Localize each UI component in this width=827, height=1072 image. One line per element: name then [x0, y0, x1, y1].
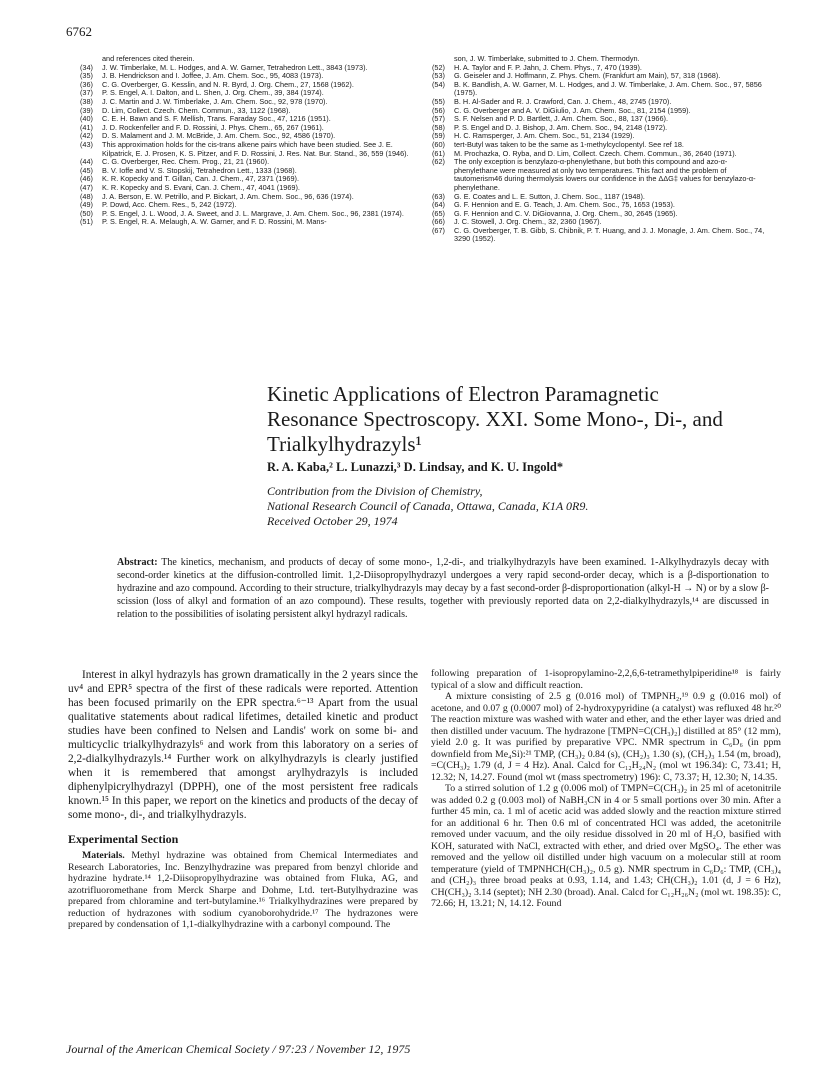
reference-number: (63): [432, 191, 445, 201]
reference-text: P. S. Engel, R. A. Melaugh, A. W. Garner, and F. D. Rossini, M. Mans-: [102, 217, 327, 227]
section-heading-experimental: Experimental Section: [68, 832, 179, 846]
materials-label: Materials.: [82, 850, 125, 861]
reference-entry: [432, 227, 770, 244]
reference-text: B. K. Bandlish, A. W. Garner, M. L. Hodges, and J. W. Timberlake, J. Am. Chem. Soc., 97, 5856 (1975).: [454, 79, 762, 98]
reference-text: P. S. Engel, A. I. Dalton, and L. Shen, J. Org. Chem., 39, 384 (1974).: [102, 88, 324, 98]
reference-number: (49): [80, 200, 93, 210]
reference-number: (52): [432, 62, 445, 72]
reference-text: G. E. Coates and L. E. Sutton, J. Chem. Soc., 1187 (1948).: [454, 191, 645, 201]
reference-entry: [80, 218, 410, 227]
reference-number: (58): [432, 122, 445, 132]
reference-number: (47): [80, 182, 93, 192]
reference-text: H. C. Ramsperger, J. Am. Chem. Soc., 51, 2134 (1929).: [454, 131, 635, 141]
references-right-column: [432, 55, 770, 244]
reference-number: (43): [80, 139, 93, 149]
reference-number: (36): [80, 79, 93, 89]
received-date: Received October 29, 1974: [267, 514, 398, 528]
reference-number: (44): [80, 157, 93, 167]
reference-text: J. C. Stowell, J. Org. Chem., 32, 2360 (1967).: [454, 217, 602, 227]
right-paragraph-1: following preparation of 1-isopropylamino-2,2,6,6-tetramethylpiperidine¹⁸ is fairly typical of a slow and difficult reaction.: [431, 668, 781, 691]
affiliation-line-2: National Research Council of Canada, Ottawa, Canada, K1A 0R9.: [267, 499, 589, 513]
reference-text: J. A. Berson, E. W. Petrillo, and P. Bickart, J. Am. Chem. Soc., 96, 636 (1974).: [102, 191, 354, 201]
reference-text: J. C. Martin and J. W. Timberlake, J. Am. Chem. Soc., 92, 978 (1970).: [102, 96, 328, 106]
reference-number: (40): [80, 114, 93, 124]
reference-text: The only exception is benzylazo-α-phenylethane, but both this compound and azo-α-phenylethane were measured at only two temperatures. This fact and the problem of tautomerism46 during thermolysis lowers our confidence in the ΔΔG‡ values for benzylazo-α-phenylethane.: [454, 157, 756, 192]
body-left-column: [68, 668, 418, 931]
reference-number: (39): [80, 105, 93, 115]
reference-number: (50): [80, 208, 93, 218]
reference-number: (65): [432, 208, 445, 218]
reference-text: K. R. Kopecky and T. Gillan, Can. J. Chem., 47, 2371 (1969).: [102, 174, 299, 184]
right-paragraph-3: To a stirred solution of 1.2 g (0.006 mol) of TMPN=C(CH₃)₂ in 25 ml of acetonitrile was added 0.2 g (0.003 mol) of NaBH₃CN in 4 or 5 small portions over 30 min. After a further 45 min, ca. 1 ml of acetic acid was added slowly and the reaction mixture stirred for an additional 6 hr. Then 0.6 ml of concentrated HCl was added, the acetonitrile removed under vacuum, and the oily residue dissolved in 20 ml of H₂O, basified with KOH, saturated with NaCl, extracted with ether, and dried over MgSO₄. The ether was removed and the yellow oil distilled under high vacuum on a molecular still at room temperature (yield of TMPNHCH(CH₃)₂, 0.5 g). NMR spectrum in C₆D₆: TMP, (CH₃)₄ and (CH₂)₃ three broad peaks at 0.93, 1.14, and 1.43; CH(CH₃)₂ 1.01 (d, J = 6 Hz), CH(CH₃)₂ 3.14 (septet); NH 2.30 (broad). Anal. Calcd for C₁₂H₂₆N₂ (mol wt. 198.35): C, 72.66; H, 13.21; N, 14.12. Found: [431, 783, 781, 909]
affiliation-line-1: Contribution from the Division of Chemistry,: [267, 484, 483, 498]
reference-text: tert-Butyl was taken to be the same as 1-methylcyclopentyl. See ref 18.: [454, 139, 684, 149]
reference-text: S. F. Nelsen and P. D. Bartlett, J. Am. Chem. Soc., 88, 137 (1966).: [454, 114, 669, 124]
right-paragraph-2: A mixture consisting of 2.5 g (0.016 mol) of TMPNH₂,¹⁹ 0.9 g (0.016 mol) of acetone, and 0.07 g (0.0007 mol) of 2-hydroxypyridine (a catalyst) was refluxed 48 hr.²⁰ The reaction mixture was washed with water and ether, and the ether layer was dried and then distilled under vacuum. The hydrazone [TMPN=C(CH₃)₂] distilled at 85° (12 mm), yield 2.0 g. It was purified by preparative VPC. NMR spectrum in C₆D₆ (in ppm downfield from Me₄Si):²¹ TMP, (CH₃)₂ 0.84 (s), (CH₂)₃ 1.30 (s), (CH₂)₃ 1.54 (m, broad), =C(CH₃)₂ 1.79 (d, J = 4 Hz). Anal. Calcd for C₁₂H₂₄N₂ (mol wt 196.34): C, 73.41; H, 12.32; N, 14.27. Found (mol wt (mass spectrometry) 196): C, 73.37; H, 12.30; N, 14.35.: [431, 691, 781, 783]
reference-text: J. B. Hendrickson and I. Joffee, J. Am. Chem. Soc., 95, 4083 (1973).: [102, 71, 324, 81]
references-left-column: [80, 55, 410, 227]
reference-text: and references cited therein.: [102, 54, 195, 63]
reference-text: P. Dowd, Acc. Chem. Res., 5, 242 (1972).: [102, 200, 237, 210]
reference-text: son, J. W. Timberlake, submitted to J. Chem. Thermodyn.: [454, 54, 640, 63]
reference-number: (41): [80, 122, 93, 132]
body-right-column: [431, 668, 781, 910]
reference-number: (46): [80, 174, 93, 184]
reference-text: C. G. Overberger, Rec. Chem. Prog., 21, 21 (1960).: [102, 157, 270, 167]
reference-number: (66): [432, 217, 445, 227]
reference-entry: [80, 141, 410, 158]
reference-text: G. Geiseler and J. Hoffmann, Z. Phys. Chem. (Frankfurt am Main), 57, 318 (1968).: [454, 71, 721, 81]
reference-number: (35): [80, 71, 93, 81]
reference-number: (57): [432, 114, 445, 124]
reference-number: (55): [432, 96, 445, 106]
reference-text: G. F. Hennion and C. V. DiGiovanna, J. Org. Chem., 30, 2645 (1965).: [454, 208, 678, 218]
reference-text: C. G. Overberger, T. B. Gibb, S. Chibnik, P. T. Huang, and J. J. Monagle, J. Am. Chem. Soc., 74, 3290 (1952).: [454, 225, 765, 244]
page-number: 6762: [66, 24, 92, 39]
reference-entry: [432, 81, 770, 98]
abstract-label: Abstract:: [117, 557, 158, 568]
reference-number: (59): [432, 131, 445, 141]
reference-text: C. E. H. Bawn and S. F. Mellish, Trans. Faraday Soc., 47, 1216 (1951).: [102, 114, 331, 124]
reference-text: B. V. Ioffe and V. S. Stopskij, Tetrahedron Lett., 1333 (1968).: [102, 165, 297, 175]
reference-text: C. G. Overberger, G. Kesslin, and N. R. Byrd, J. Org. Chem., 27, 1568 (1962).: [102, 79, 354, 89]
abstract: [117, 556, 769, 621]
reference-text: P. S. Engel, J. L. Wood, J. A. Sweet, and J. L. Margrave, J. Am. Chem. Soc., 96, 2381 (1974).: [102, 208, 404, 218]
reference-text: This approximation holds for the cis-trans alkene pairs which have been studied. See J. E. Kilpatrick, E. J. Prosen, K. S. Pitzer, and F. D. Rossini, J. Res. Nat. Bur. Stand., 36, 559 (1946).: [102, 139, 409, 158]
reference-number: (60): [432, 139, 445, 149]
reference-number: (54): [432, 79, 445, 89]
reference-text: J. D. Rockenfeller and F. D. Rossini, J. Phys. Chem., 65, 267 (1961).: [102, 122, 324, 132]
reference-text: C. G. Overberger and A. V. DiGiulio, J. Am. Chem. Soc., 81, 2154 (1959).: [454, 105, 691, 115]
reference-number: (64): [432, 200, 445, 210]
reference-number: (62): [432, 157, 445, 167]
article-title: Kinetic Applications of Electron Paramagnetic Resonance Spectroscopy. XXI. Some Mono-, Di-, and Trialkylhydrazyls¹: [267, 382, 723, 456]
article-authors: R. A. Kaba,² L. Lunazzi,³ D. Lindsay, and K. U. Ingold*: [267, 460, 564, 474]
reference-number: (67): [432, 225, 445, 235]
materials-paragraph: Methyl hydrazine was obtained from Chemical Intermediates and Research Laboratories, Inc. Benzylhydrazine was prepared from benzyl chloride and hydrazine hydrate.¹⁴ 1,2-Diisopropylhydrazine was obtained from Fluka, AG, and azotrifluoromethane from Merck Sharpe and Dohme, Ltd. tert-Butylhydrazine was prepared from chloramine and tert-butylamine.¹⁶ Trialkylhydrazines were prepared by reduction of hydrazones with sodium cyanoborohydride.¹⁷ The hydrazones were prepared by condensation of 1,1-dialkylhydrazine with a carbonyl compound. The: [68, 850, 418, 930]
abstract-text: The kinetics, mechanism, and products of decay of some mono-, 1,2-di-, and trialkylhydrazyls have been examined. 1-Alkylhydrazyls decay with second-order kinetics at the diffusion-controlled limit. 1,2-Diisopropylhydrazyl undergoes a very rapid second-order decay, which is a β-disportionation to hydrazine and azo compound. According to their structure, trialkylhydrazyls may decay by a fast second-order β-disproportionation (alkyl-H → N) or by a slow β-scission (loss of alkyl and formation of an azo compound). These results, together with previously reported data on 2,2-dialkylhydrazyls,¹⁴ are discussed in relation to the possibilities of isolating persistent alkyl hydrazyl radicals.: [117, 557, 769, 620]
reference-text: D. S. Malament and J. M. McBride, J. Am. Chem. Soc., 92, 4586 (1970).: [102, 131, 336, 141]
reference-text: H. A. Taylor and F. P. Jahn, J. Chem. Phys., 7, 470 (1939).: [454, 62, 642, 72]
reference-number: (53): [432, 71, 445, 81]
intro-paragraph: Interest in alkyl hydrazyls has grown dramatically in the 2 years since the uv⁴ and EPR⁵ spectra of the first of these radicals were reported. Attention has been focused primarily on the EPR spectra.⁶⁻¹³ Apart from the usual qualitative statements about radical lifetimes, detailed kinetic and product studies have been confined to Nelsen and Landis' work on some bi- and multicyclic trialkylhydrazyls⁶ and work from this laboratory on a series of 2,2-dialkylhydrazyls.¹⁴ Further work on alkylhydrazyls is clearly justified when it is remembered that amongst arylhydrazyls is included diphenylpicrylhydrazyl (DPPH), one of the most persistent free radicals known.¹⁵ In this paper, we report on the kinetics and products of the decay of some mono-, di-, and trialkylhydrazyls.: [68, 669, 418, 821]
reference-text: B. H. Al-Sader and R. J. Crawford, Can. J. Chem., 48, 2745 (1970).: [454, 96, 672, 106]
reference-number: (42): [80, 131, 93, 141]
reference-text: M. Prochazka, O. Ryba, and D. Lim, Collect. Czech. Chem. Commun., 36, 2640 (1971).: [454, 148, 737, 158]
reference-number: (48): [80, 191, 93, 201]
reference-text: J. W. Timberlake, M. L. Hodges, and A. W. Garner, Tetrahedron Lett., 3843 (1973).: [102, 62, 368, 72]
reference-text: G. F. Hennion and E. G. Teach, J. Am. Chem. Soc., 75, 1653 (1953).: [454, 200, 675, 210]
reference-number: (37): [80, 88, 93, 98]
affiliation-block: [267, 484, 588, 529]
journal-footer: Journal of the American Chemical Society / 97:23 / November 12, 1975: [66, 1042, 411, 1056]
reference-text: P. S. Engel and D. J. Bishop, J. Am. Chem. Soc., 94, 2148 (1972).: [454, 122, 668, 132]
reference-number: (34): [80, 62, 93, 72]
reference-text: D. Lim, Collect. Czech. Chem. Commun., 33, 1122 (1968).: [102, 105, 291, 115]
reference-number: (45): [80, 165, 93, 175]
reference-number: (56): [432, 105, 445, 115]
reference-entry: [432, 158, 770, 192]
reference-text: K. R. Kopecky and S. Evani, Can. J. Chem., 47, 4041 (1969).: [102, 182, 300, 192]
reference-number: (61): [432, 148, 445, 158]
reference-number: (38): [80, 96, 93, 106]
reference-number: (51): [80, 217, 93, 227]
